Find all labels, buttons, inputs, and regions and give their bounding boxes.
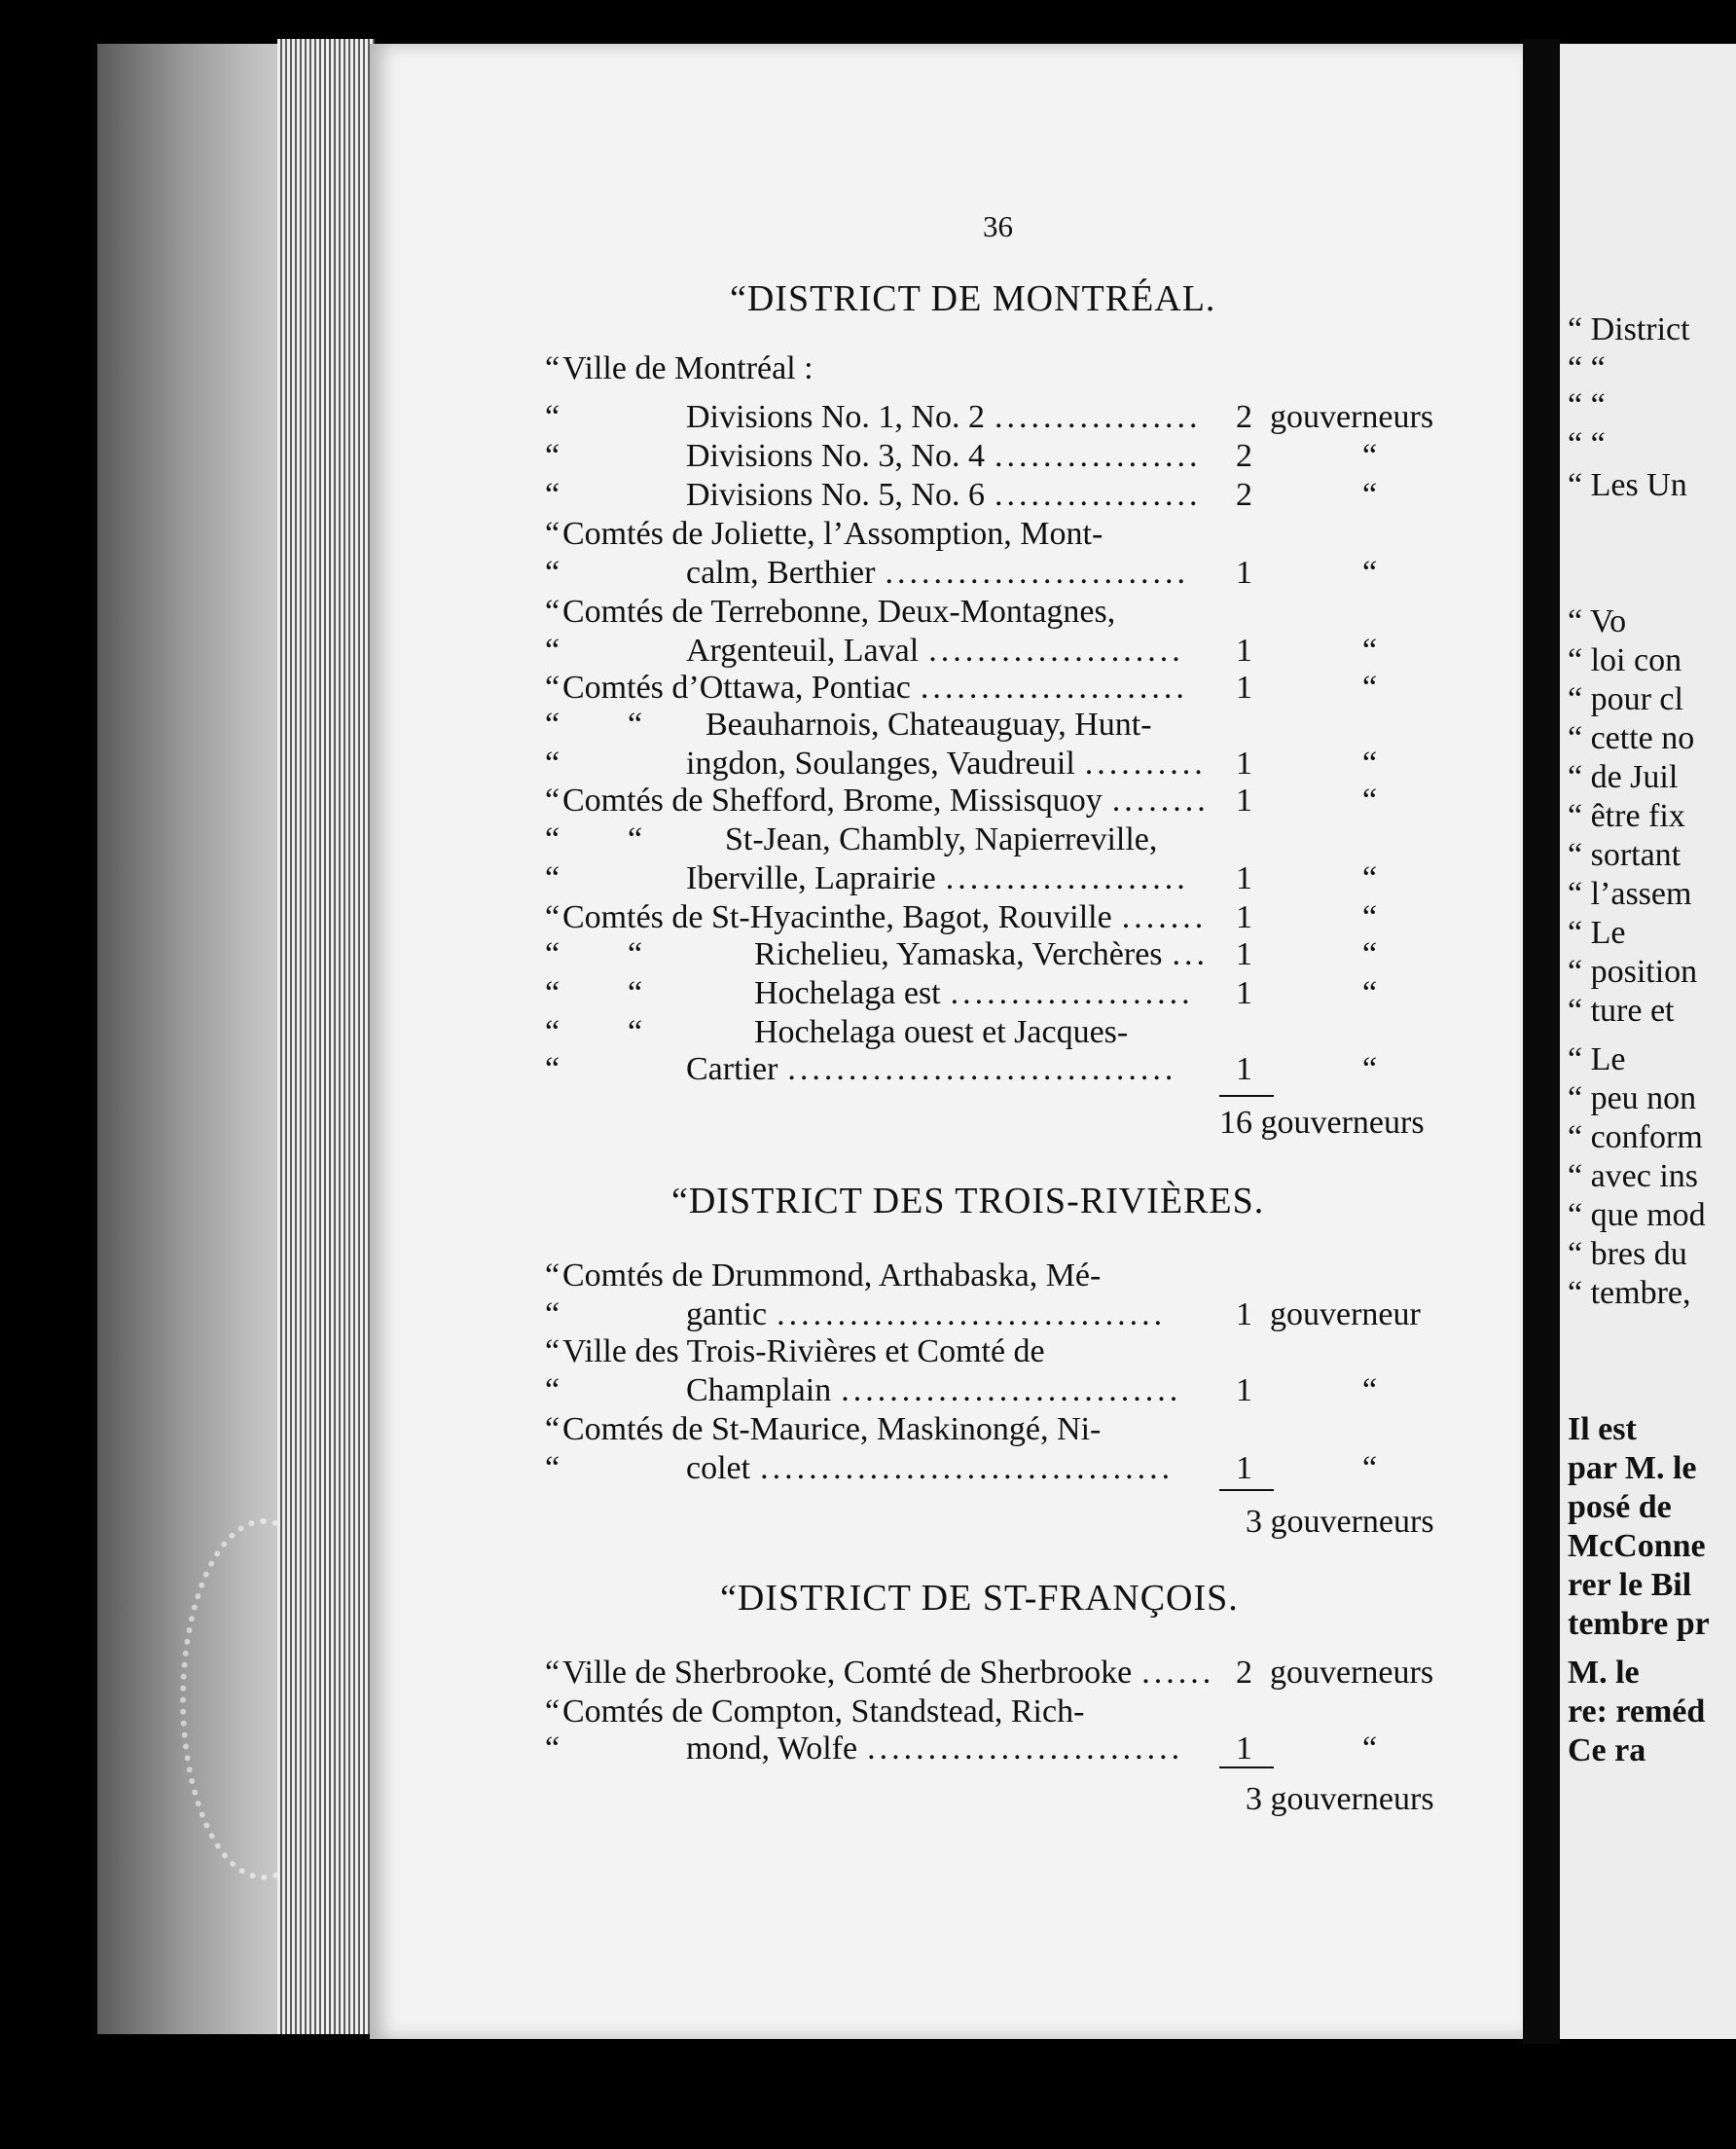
next-page-text-line: “ “ bbox=[1568, 350, 1606, 386]
entry-text: Richelieu, Yamaska, Verchères bbox=[754, 936, 1163, 972]
opening-quote-mark: “ bbox=[545, 1296, 561, 1332]
opening-quote-mark: “ bbox=[545, 1450, 561, 1486]
next-page-text-line: “ “ bbox=[1568, 387, 1606, 423]
ditto-mark: “ bbox=[628, 1014, 643, 1050]
governor-count: 1 bbox=[1236, 1450, 1252, 1486]
governor-count: 1 bbox=[1236, 1372, 1252, 1408]
entry-text: Comtés d’Ottawa, Pontiac bbox=[562, 670, 911, 706]
entry-text: Divisions No. 1, No. 2 bbox=[686, 399, 985, 435]
entry-text: Divisions No. 5, No. 6 bbox=[686, 477, 985, 513]
next-page-text-line: “ sortant bbox=[1568, 837, 1682, 873]
opening-quote-mark: “ bbox=[545, 1372, 561, 1408]
governor-count: 1 bbox=[1236, 975, 1252, 1011]
entry-text: Ville des Trois-Rivières et Comté de bbox=[562, 1333, 1045, 1369]
unit-label: gouverneurs bbox=[1270, 399, 1434, 435]
page-number: 36 bbox=[983, 209, 1013, 243]
entry-text: calm, Berthier bbox=[686, 555, 876, 591]
governor-count: 2 bbox=[1236, 399, 1252, 435]
opening-quote-mark: “ bbox=[545, 1655, 561, 1691]
next-page-text-line: Il est bbox=[1568, 1411, 1637, 1447]
listing-row bbox=[545, 555, 1469, 594]
dot-leader: ...... bbox=[1141, 1655, 1215, 1691]
entry-text: Hochelaga ouest et Jacques- bbox=[754, 1014, 1129, 1050]
opening-quote-mark: “ bbox=[545, 860, 561, 896]
ditto-mark: “ bbox=[1362, 860, 1378, 896]
ditto-mark: “ bbox=[1362, 555, 1378, 591]
next-page-text-line: “ avec ins bbox=[1568, 1158, 1699, 1194]
next-page-text-line: M. le bbox=[1568, 1655, 1640, 1691]
governor-count: 1 bbox=[1236, 783, 1252, 819]
entry-text: mond, Wolfe bbox=[686, 1730, 858, 1767]
ditto-mark: “ bbox=[1362, 783, 1378, 819]
ditto-mark: “ bbox=[1362, 670, 1378, 706]
opening-quote-mark: “ bbox=[545, 594, 561, 630]
opening-quote-mark: “ bbox=[545, 1051, 561, 1087]
next-page-text-line: “ tembre, bbox=[1568, 1275, 1691, 1311]
ditto-mark: “ bbox=[628, 821, 643, 857]
next-page-text-line: “ cette no bbox=[1568, 720, 1695, 756]
next-page-text-line: “ bres du bbox=[1568, 1236, 1687, 1272]
opening-quote-mark: “ bbox=[545, 936, 561, 972]
listing-row bbox=[545, 899, 1469, 938]
opening-quote-mark: “ bbox=[545, 555, 561, 591]
listing-row bbox=[545, 477, 1469, 516]
district-heading: “DISTRICT DE MONTRÉAL. bbox=[730, 278, 1216, 319]
next-page-text-line: rer le Bil bbox=[1568, 1567, 1692, 1603]
next-page-text-line: “ loi con bbox=[1568, 642, 1682, 678]
opening-quote-mark: “ bbox=[545, 1333, 561, 1369]
next-page-text-line: “ conform bbox=[1568, 1119, 1703, 1155]
right-page-fragment bbox=[1560, 44, 1736, 2039]
listing-row bbox=[545, 783, 1469, 821]
opening-quote-mark: “ bbox=[545, 1694, 561, 1730]
dot-leader: ...................... bbox=[920, 670, 1188, 706]
dot-leader: ......................... bbox=[885, 555, 1189, 591]
listing-row bbox=[545, 975, 1469, 1014]
governor-count: 1 bbox=[1236, 936, 1252, 972]
listing-row bbox=[545, 670, 1469, 709]
district-total: 3 gouverneurs bbox=[1246, 1781, 1434, 1817]
governor-count: 1 bbox=[1236, 633, 1252, 669]
district-heading: “DISTRICT DES TROIS-RIVIÈRES. bbox=[671, 1181, 1265, 1221]
opening-quote-mark: “ bbox=[545, 975, 561, 1011]
listing-row bbox=[545, 1694, 1469, 1732]
book-gutter bbox=[1523, 39, 1560, 2044]
opening-quote-mark: “ bbox=[545, 1411, 561, 1447]
entry-text: Comtés de Joliette, l’Assomption, Mont- bbox=[562, 516, 1103, 552]
dot-leader: ... bbox=[1172, 936, 1210, 972]
ditto-mark: “ bbox=[1362, 438, 1378, 474]
opening-quote-mark: “ bbox=[545, 438, 561, 474]
next-page-text-line: “ que mod bbox=[1568, 1197, 1706, 1233]
next-page-text-line: “ position bbox=[1568, 954, 1698, 990]
district-heading: “DISTRICT DE ST-FRANÇOIS. bbox=[720, 1578, 1239, 1619]
opening-quote-mark: “ bbox=[545, 633, 561, 669]
entry-text: Comtés de Drummond, Arthabaska, Mé- bbox=[562, 1257, 1102, 1293]
next-page-text-line: par M. le bbox=[1568, 1450, 1697, 1486]
opening-quote-mark: “ bbox=[545, 1257, 561, 1293]
opening-quote-mark: “ bbox=[545, 350, 561, 386]
opening-quote-mark: “ bbox=[545, 783, 561, 819]
governor-count: 1 bbox=[1236, 1296, 1252, 1332]
dot-leader: ............................ bbox=[841, 1372, 1182, 1408]
next-page-text-line: “ être fix bbox=[1568, 798, 1685, 834]
entry-text: Comtés de Shefford, Brome, Missisquoy bbox=[562, 783, 1103, 819]
ditto-mark: “ bbox=[1362, 975, 1378, 1011]
next-page-text-line: “ peu non bbox=[1568, 1080, 1697, 1116]
next-page-text-line: “ ture et bbox=[1568, 993, 1675, 1029]
listing-row bbox=[545, 1257, 1469, 1296]
listing-row bbox=[545, 438, 1469, 477]
ditto-mark: “ bbox=[628, 936, 643, 972]
governor-count: 1 bbox=[1236, 670, 1252, 706]
opening-quote-mark: “ bbox=[545, 899, 561, 935]
dot-leader: ................. bbox=[994, 477, 1202, 513]
dot-leader: ....... bbox=[1121, 899, 1208, 935]
next-page-text-line: “ Le bbox=[1568, 1041, 1626, 1077]
next-page-text-line: Ce ra bbox=[1568, 1732, 1646, 1768]
listing-row bbox=[545, 350, 1469, 389]
entry-text: colet bbox=[686, 1450, 751, 1486]
ditto-mark: “ bbox=[1362, 1372, 1378, 1408]
sum-rule bbox=[1219, 1489, 1274, 1491]
dot-leader: .................... bbox=[950, 975, 1194, 1011]
listing-row bbox=[545, 1730, 1469, 1769]
opening-quote-mark: “ bbox=[545, 1014, 561, 1050]
next-page-text-line: McConne bbox=[1568, 1528, 1706, 1564]
next-page-text-line: tembre pr bbox=[1568, 1606, 1710, 1642]
listing-row bbox=[545, 1296, 1469, 1335]
entry-text: ingdon, Soulanges, Vaudreuil bbox=[686, 746, 1075, 782]
ditto-mark: “ bbox=[1362, 746, 1378, 782]
entry-text: Champlain bbox=[686, 1372, 832, 1408]
dot-leader: ................................ bbox=[787, 1051, 1177, 1087]
ditto-mark: “ bbox=[1362, 899, 1378, 935]
sum-rule bbox=[1219, 1767, 1274, 1768]
ditto-mark: “ bbox=[628, 707, 643, 743]
opening-quote-mark: “ bbox=[545, 707, 561, 743]
page-stack bbox=[277, 39, 375, 2034]
listing-row bbox=[545, 936, 1469, 975]
listing-row bbox=[545, 1014, 1469, 1053]
entry-text: Iberville, Laprairie bbox=[686, 860, 936, 896]
entry-text: Hochelaga est bbox=[754, 975, 941, 1011]
opening-quote-mark: “ bbox=[545, 821, 561, 857]
next-page-text-line: “ l’assem bbox=[1568, 876, 1692, 912]
governor-count: 2 bbox=[1236, 477, 1252, 513]
listing-row bbox=[545, 1333, 1469, 1372]
opening-quote-mark: “ bbox=[545, 399, 561, 435]
next-page-text-line: “ Les Un bbox=[1568, 467, 1687, 503]
dot-leader: ................. bbox=[994, 438, 1202, 474]
listing-row bbox=[545, 821, 1469, 860]
dot-leader: ........ bbox=[1111, 783, 1210, 819]
dot-leader: ................. bbox=[994, 399, 1202, 435]
dot-leader: .......................... bbox=[867, 1730, 1184, 1767]
next-page-text-line: posé de bbox=[1568, 1489, 1672, 1525]
listing-row bbox=[545, 1411, 1469, 1450]
opening-quote-mark: “ bbox=[545, 746, 561, 782]
ditto-mark: “ bbox=[1362, 936, 1378, 972]
next-page-text-line: “ de Juil bbox=[1568, 759, 1679, 795]
governor-count: 1 bbox=[1236, 746, 1252, 782]
entry-text: Comtés de St-Hyacinthe, Bagot, Rouville bbox=[562, 899, 1112, 935]
next-page-text-line: “ Vo bbox=[1568, 603, 1627, 639]
listing-row bbox=[545, 1655, 1469, 1694]
ditto-mark: “ bbox=[1362, 633, 1378, 669]
next-page-text-line: “ District bbox=[1568, 311, 1690, 347]
unit-label: gouverneurs bbox=[1270, 1655, 1434, 1691]
entry-text: Comtés de St-Maurice, Maskinongé, Ni- bbox=[562, 1411, 1102, 1447]
dot-leader: .................... bbox=[945, 860, 1189, 896]
next-page-text-line: “ pour cl bbox=[1568, 681, 1683, 717]
next-page-text-line: “ “ bbox=[1568, 426, 1606, 462]
listing-row bbox=[545, 1372, 1469, 1411]
entry-text: gantic bbox=[686, 1296, 768, 1332]
governor-count: 1 bbox=[1236, 899, 1252, 935]
sum-rule bbox=[1219, 1095, 1274, 1097]
district-total: 3 gouverneurs bbox=[1246, 1504, 1434, 1540]
listing-row bbox=[545, 1450, 1469, 1489]
listing-row bbox=[545, 860, 1469, 899]
ditto-mark: “ bbox=[1362, 1450, 1378, 1486]
entry-text: Argenteuil, Laval bbox=[686, 633, 920, 669]
listing-row bbox=[545, 746, 1469, 784]
governor-count: 1 bbox=[1236, 860, 1252, 896]
opening-quote-mark: “ bbox=[545, 516, 561, 552]
entry-text: Beauharnois, Chateauguay, Hunt- bbox=[705, 707, 1152, 743]
governor-count: 2 bbox=[1236, 438, 1252, 474]
dot-leader: ................................ bbox=[777, 1296, 1167, 1332]
opening-quote-mark: “ bbox=[545, 670, 561, 706]
entry-text: Comtés de Compton, Standstead, Rich- bbox=[562, 1694, 1085, 1730]
dot-leader: .......... bbox=[1084, 746, 1207, 782]
ditto-mark: “ bbox=[1362, 477, 1378, 513]
opening-quote-mark: “ bbox=[545, 477, 561, 513]
listing-row bbox=[545, 516, 1469, 555]
entry-text: Comtés de Terrebonne, Deux-Montagnes, bbox=[562, 594, 1116, 630]
dot-leader: ..................... bbox=[928, 633, 1184, 669]
ditto-mark: “ bbox=[628, 975, 643, 1011]
entry-text: Divisions No. 3, No. 4 bbox=[686, 438, 985, 474]
listing-row bbox=[545, 594, 1469, 633]
unit-label: gouverneur bbox=[1270, 1296, 1421, 1332]
ditto-mark: “ bbox=[1362, 1730, 1378, 1767]
entry-text: Ville de Montréal : bbox=[562, 350, 814, 386]
entry-text: St-Jean, Chambly, Napierreville, bbox=[725, 821, 1158, 857]
governor-count: 1 bbox=[1236, 1730, 1252, 1767]
dot-leader: .................................. bbox=[760, 1450, 1175, 1486]
listing-row bbox=[545, 1051, 1469, 1090]
governor-count: 1 bbox=[1236, 555, 1252, 591]
listing-row bbox=[545, 633, 1469, 672]
entry-text: Ville de Sherbrooke, Comté de Sherbrooke bbox=[562, 1655, 1133, 1691]
governor-count: 2 bbox=[1236, 1655, 1252, 1691]
district-total: 16 gouverneurs bbox=[1219, 1105, 1425, 1141]
governor-count: 1 bbox=[1236, 1051, 1252, 1087]
next-page-text-line: re: reméd bbox=[1568, 1694, 1706, 1730]
ditto-mark: “ bbox=[1362, 1051, 1378, 1087]
next-page-text-line: “ Le bbox=[1568, 915, 1626, 951]
opening-quote-mark: “ bbox=[545, 1730, 561, 1767]
listing-row bbox=[545, 707, 1469, 746]
listing-row bbox=[545, 399, 1469, 438]
entry-text: Cartier bbox=[686, 1051, 778, 1087]
